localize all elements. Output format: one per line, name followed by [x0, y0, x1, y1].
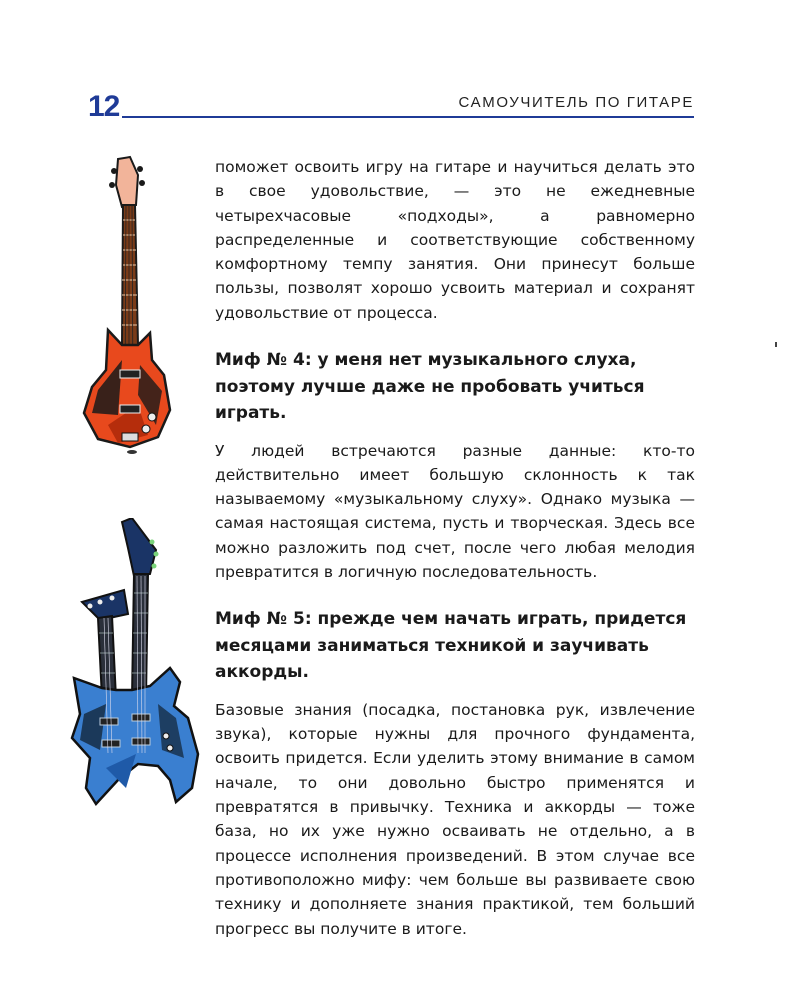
myth5-heading: Миф № 5: прежде чем начать играть, придется месяцами заниматься техникой и заучивать аккорды. — [215, 609, 687, 683]
myth4-paragraph: У людей встречаются разные данные: кто-то действительно имеет большую склонность к так называемому «музыкальному слуху». Однако музыка — самая настоящая система, пусть и творческая. Здесь все можно разложить под счет, после чего любая мелодия превратится в логичную последовательность. — [215, 441, 695, 582]
header-rule — [122, 116, 694, 118]
page-header — [88, 88, 694, 128]
bass-guitar-illustration — [78, 155, 178, 455]
double-neck-guitar-illustration — [66, 518, 202, 808]
main-text — [215, 155, 695, 941]
page-number: 12 — [88, 90, 120, 123]
intro-paragraph: поможет освоить игру на гитаре и научиться делать это в свое удовольствие, — это не ежедневные четырехчасовые «подходы», а равномерно распределенные и соответствующие собственному комфортному темпу занятия. Они принесут больше пользы, позволят хорошо усвоить материал и сохранят удовольствие от процесса. — [215, 158, 695, 322]
myth4-heading: Миф № 4: у меня нет музыкального слуха, поэтому лучше даже не пробовать учиться играть. — [215, 350, 645, 424]
margin-mark — [775, 342, 777, 347]
running-title: САМОУЧИТЕЛЬ ПО ГИТАРЕ — [458, 94, 694, 111]
myth5-paragraph: Базовые знания (посадка, постановка рук, извлечение звука), которые нужны для прочного фундамента, освоить придется. Если уделить этому внимание в самом начале, то они довольно быстро применятся и превратятся в привычку. Техника и аккорды — тоже база, но их уже нужно осваивать не отдельно, а в процессе исполнения произведений. В этом случае все противоположно мифу: чем больше вы развиваете свою технику и дополняете знания практикой, тем больший прогресс вы получите в итоге. — [215, 700, 695, 938]
